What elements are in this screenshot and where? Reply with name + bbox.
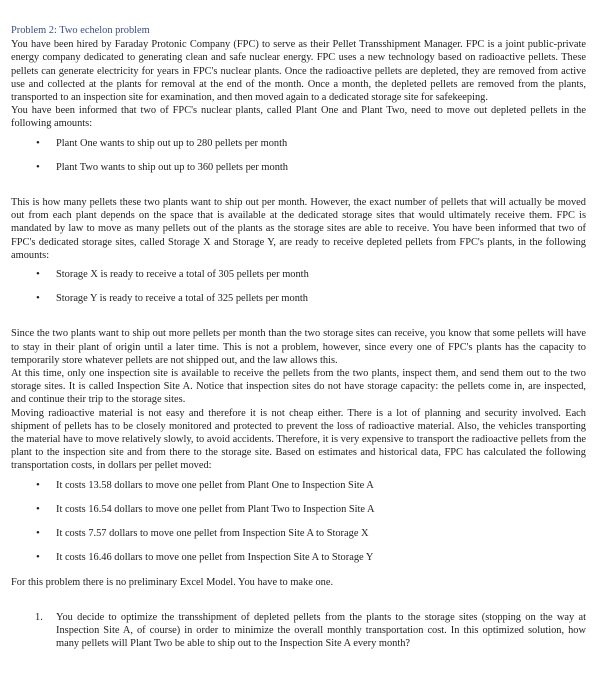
list-item-storage-x: • Storage X is ready to receive a total of 305 pellets per month <box>11 268 586 281</box>
list-item-plant-one: • Plant One wants to ship out up to 280 pellets per month <box>11 137 586 150</box>
storage-paragraph: This is how many pellets these two plants want to ship out per month. However, the exact number of pellets that will actually be moved out from each plant depends on the space that is available at the dedicated storage sites that would ultimately receive them. FPC is mandated by law to move as many pellets out of the plants as the storage sites are able to receive. You have been informed that two of FPC's dedicated storage sites, called Storage X and Storage Y, are ready to receive depleted pellets from FPC's plants, in the following amounts: <box>11 197 586 261</box>
list-item-cost-2: • It costs 16.54 dollars to move one pellet from Plant Two to Inspection Site A <box>11 503 586 516</box>
list-item-cost-4: • It costs 16.46 dollars to move one pellet from Inspection Site A to Storage Y <box>11 551 586 564</box>
intro-paragraph: You have been hired by Faraday Protonic Company (FPC) to serve as their Pellet Transshipment Manager. FPC is a joint public-private energy company dedicated to generating clean and safe nuclear energy. FPC uses a new technology based on radioactive pellets. These pellets can generate electricity for years in FPC's nuclear plants. Once the radioactive pellets are depleted, they are removed from active use and collected at the plants for removal at the end of the month. Once a month, the depleted pellets are removed from the plants, transported to an inspection site for examination, and then moved again to a dedicated storage site for safekeeping. <box>11 39 586 104</box>
list-item-cost-3: • It costs 7.57 dollars to move one pellet from Inspection Site A to Storage X <box>11 527 586 540</box>
problem-title: Problem 2: Two echelon problem <box>11 25 150 36</box>
intro-paragraph-2: You have been informed that two of FPC's nuclear plants, called Plant One and Plant Two, need to move out depleted pellets in the following amounts: <box>11 105 586 130</box>
capacity-paragraph: Since the two plants want to ship out more pellets per month than the two storage sites can receive, you know that some pellets will have to stay in their plant of origin until a later time. This is not a problem, however, since every one of FPC's plants has the capacity to temporarily store whatever pellets are not shipped out, and the law allows this. <box>11 328 586 366</box>
question-number: 1. <box>35 611 43 623</box>
list-item-plant-two: • Plant Two wants to ship out up to 360 pellets per month <box>11 161 586 174</box>
excel-note: For this problem there is no preliminary Excel Model. You have to make one. <box>11 576 334 588</box>
cost-paragraph: Moving radioactive material is not easy and therefore it is not cheap either. There is a lot of planning and security involved. Each shipment of pellets has to be closely monitored and protected to prevent the loss of radioactive material. Also, the vehicles transporting the material have to move relatively slowly, to avoid accidents. Therefore, it is very expensive to transport the radioactive pellets from the plant to the inspection site and from there to the storage site. Based on estimates and historical data, FPC has calculated the following transportation costs, in dollars per pellet moved: <box>11 407 586 472</box>
list-item-cost-1: • It costs 13.58 dollars to move one pellet from Plant One to Inspection Site A <box>11 479 586 492</box>
question-1 <box>11 611 586 651</box>
costs-list <box>11 479 586 565</box>
inspection-paragraph: At this time, only one inspection site is available to receive the pellets from the two plants, inspect them, and send them out to the two storage sites. It is called Inspection Site A. Notice that inspection sites do not have storage capacity: the pellets come in, are inspected, and continue their trip to the storage sites. <box>11 368 586 406</box>
list-item-storage-y: • Storage Y is ready to receive a total of 325 pellets per month <box>11 292 586 305</box>
question-text: You decide to optimize the transshipment of depleted pellets from the plants to the storage sites (stopping on the way at Inspection Site A, of course) in order to minimize the overall monthly transportation cost. In this optimized solution, how many pellets will Plant Two be able to ship out to the Inspection Site A every month? <box>56 611 586 650</box>
plants-list <box>11 137 586 174</box>
storage-list <box>11 268 586 305</box>
